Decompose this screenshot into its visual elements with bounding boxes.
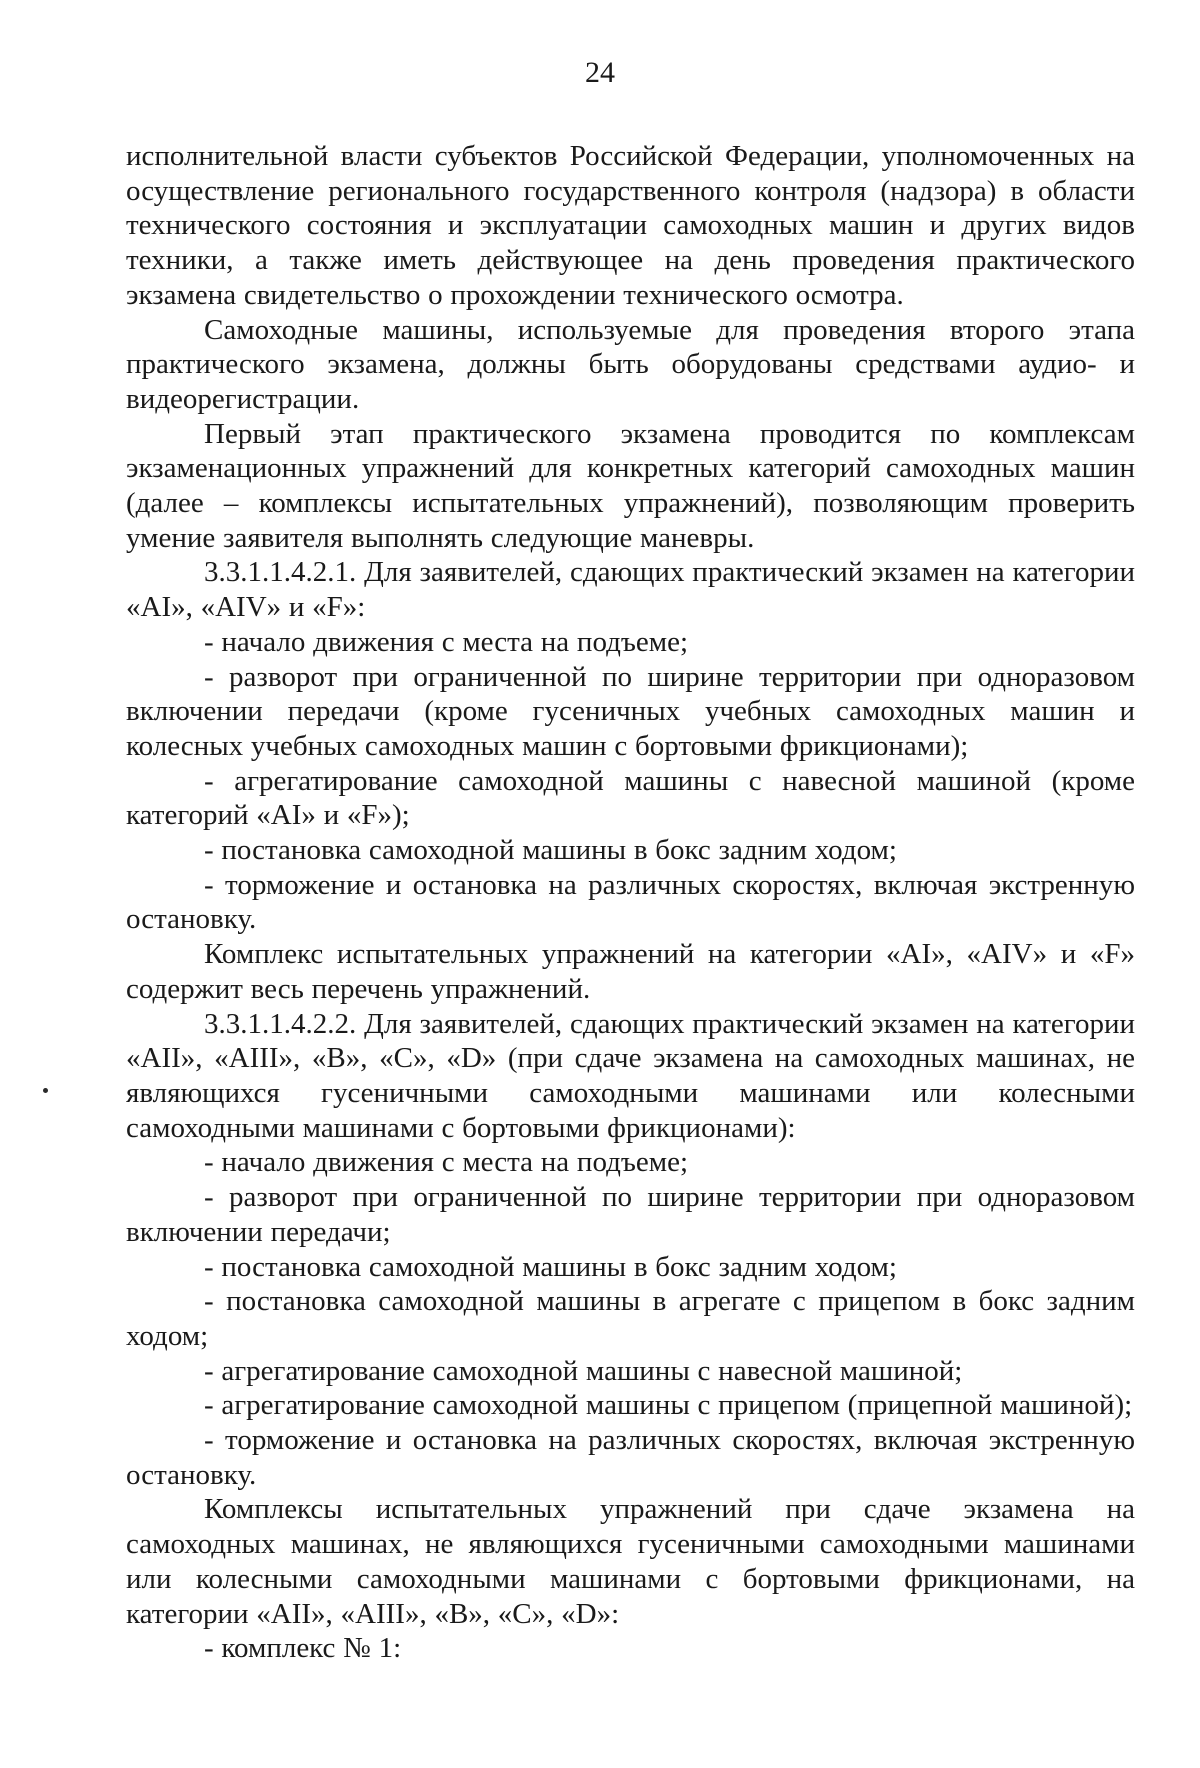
scan-mark bbox=[43, 1088, 48, 1093]
paragraph: Комплексы испытательных упражнений при сдаче экзамена на самоходных машинах, не являющихся гусеничными самоходными машинами или колесными самоходными машинами с бортовыми фрикционами, на категории «AII», «AIII», «B», «C», «D»: bbox=[126, 1493, 1135, 1630]
section-heading-paragraph: 3.3.1.1.4.2.1. Для заявителей, сдающих практический экзамен на категории «AI», «AIV» и «F»: bbox=[126, 556, 1135, 624]
paragraph: Первый этап практического экзамена проводится по комплексам экзаменационных упражнений для конкретных категорий самоходных машин (далее – комплексы испытательных упражнений), позволяющим проверить умение заявителя выполнять следующие маневры. bbox=[126, 417, 1135, 554]
page-number: 24 bbox=[585, 56, 615, 89]
list-item: - разворот при ограниченной по ширине территории при одноразовом включении передачи (кроме гусеничных учебных самоходных машин и колесных учебных самоходных машин с бортовыми фрикционами); bbox=[126, 660, 1135, 762]
list-item: - агрегатирование самоходной машины с навесной машиной (кроме категорий «AI» и «F»); bbox=[126, 764, 1135, 832]
list-item: - начало движения с места на подъеме; bbox=[204, 1146, 689, 1179]
list-item: - агрегатирование самоходной машины с прицепом (прицепной машиной); bbox=[204, 1389, 1133, 1422]
list-item: - постановка самоходной машины в бокс задним ходом; bbox=[204, 834, 897, 867]
section-heading-paragraph: 3.3.1.1.4.2.2. Для заявителей, сдающих практический экзамен на категории «AII», «AIII», «B», «C», «D» (при сдаче экзамена на самоходных машинах, не являющихся гусеничными самоходными машинами или колесными самоходными машинами с бортовыми фрикционами): bbox=[126, 1007, 1135, 1144]
paragraph: исполнительной власти субъектов Российской Федерации, уполномоченных на осуществление регионального государственного контроля (надзора) в области технического состояния и эксплуатации самоходных машин и других видов техники, а также иметь действующее на день проведения практического экзамена свидетельство о прохождении технического осмотра. bbox=[126, 140, 1135, 311]
list-item: - постановка самоходной машины в бокс задним ходом; bbox=[204, 1250, 897, 1283]
list-item: - начало движения с места на подъеме; bbox=[204, 625, 689, 658]
list-item: - постановка самоходной машины в агрегате с прицепом в бокс задним ходом; bbox=[126, 1285, 1135, 1352]
list-item: - агрегатирование самоходной машины с навесной машиной; bbox=[204, 1354, 963, 1387]
document-body bbox=[126, 139, 1135, 1666]
list-item: - торможение и остановка на различных скоростях, включая экстренную остановку. bbox=[126, 868, 1135, 936]
paragraph: Комплекс испытательных упражнений на категории «AI», «AIV» и «F» содержит весь перечень упражнений. bbox=[126, 938, 1135, 1005]
list-item: - торможение и остановка на различных скоростях, включая экстренную остановку. bbox=[126, 1424, 1135, 1491]
paragraph: Самоходные машины, используемые для проведения второго этапа практического экзамена, должны быть оборудованы средствами аудио- и видеорегистрации. bbox=[126, 313, 1135, 415]
list-item: - комплекс № 1: bbox=[204, 1632, 402, 1665]
list-item: - разворот при ограниченной по ширине территории при одноразовом включении передачи; bbox=[126, 1181, 1135, 1248]
